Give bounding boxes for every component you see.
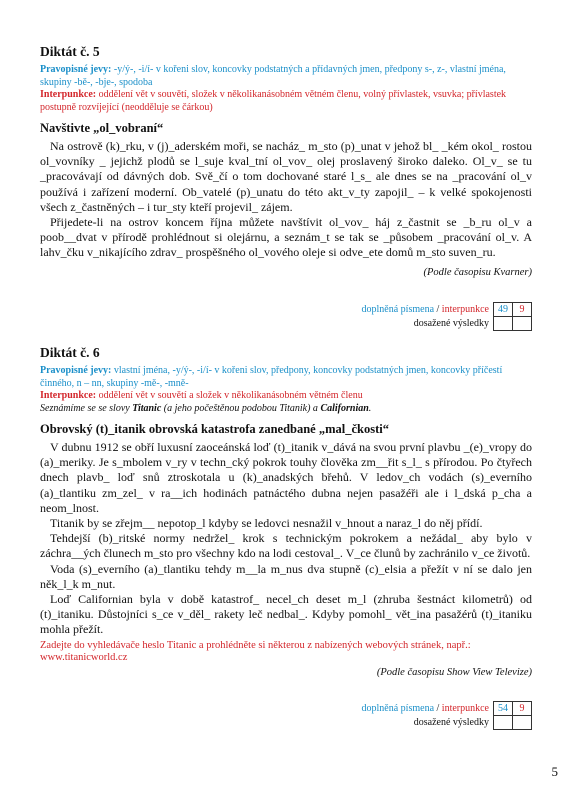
article-body bbox=[40, 139, 532, 261]
punctuation-text: oddělení vět v souvětí a složek v několikanásobném větném členu bbox=[96, 390, 363, 401]
letters-max-cell: 49 bbox=[494, 303, 513, 317]
punct-result-cell[interactable] bbox=[513, 716, 532, 730]
punctuation-label: Interpunkce: bbox=[40, 390, 97, 401]
article-source: (Podle časopisu Kvarner) bbox=[423, 266, 532, 278]
punct-result-cell[interactable] bbox=[513, 317, 532, 331]
article-title: Navštivte „ol_vobraní“ bbox=[40, 121, 164, 135]
article-paragraph: Tehdejší (b)_ritské normy nedržel_ krok s technickým pokrokem a nežádal_ aby bylo v záchra__ých člunech m_sto pro všechny kdo na lodi cestoval_. V_ce člunů by zachránilo v_ce životů. bbox=[40, 531, 532, 561]
article-paragraph: Přijedete-li na ostrov koncem října můžete navštívit ol_vov_ háj z_častnit se _b_ru ol_v a poob__dvat v přírodě prohlédnout si olejárnu, a seznám_t se tak se _působem _pracování ol_v. A lahv_čku v_nikajícího zdrav_ prospěšného ol_vového oleje si odve_ete domů m_sto suven_ru. bbox=[40, 215, 532, 260]
spelling-rules bbox=[40, 365, 532, 390]
score-label: doplněná písmena / interpunkce bbox=[361, 304, 489, 315]
dictation-5 bbox=[40, 44, 532, 329]
punctuation-label: Interpunkce: bbox=[40, 89, 97, 100]
article-title: Obrovský (t)_itanik obrovská katastrofa zanedbané „mal_čkosti“ bbox=[40, 422, 389, 436]
score-table bbox=[358, 701, 532, 730]
punctuation-text: oddělení vět v souvětí, složek v několikanásobném větném členu, volný přívlastek, vsuvka; přívlastek postupně rozvíjející (neodděluje se čárkou) bbox=[40, 89, 507, 113]
vocabulary-note: Seznámíme se se slovy Titanic (a jeho počeštěnou podobou Titanik) a Californian. bbox=[40, 402, 372, 414]
results-label: dosažené výsledky bbox=[413, 318, 489, 329]
spelling-rules bbox=[40, 64, 532, 89]
article-paragraph: V dubnu 1912 se obří luxusní zaoceánská loď (t)_itanik v_dává na svou první plavbu _(e)_vropy do (a)_meriky. Je s_mbolem v_ry v techn_cký pokrok touhy člověka zm__řit s_l_ s přírodou. Po čtyřech dnech plavb_ loď snů ztroskotala u (k)_anadských břehů. V ledov_ch vodách (s)_everního (a)_tlantiku zm_zel_ v ra__ich hodinách patnáctého dubna nejen pasažéři ale i l_dská p_cha a neom_lnost. bbox=[40, 440, 532, 515]
spelling-label: Pravopisné jevy: bbox=[40, 64, 112, 75]
web-prompt: Zadejte do vyhledávače heslo Titanic a prohlédněte si některou z nabízených webových stránek, např.: www.titanicworld.cz bbox=[40, 639, 471, 664]
punct-max-cell: 9 bbox=[513, 702, 532, 716]
article-paragraph: Titanik by se zřejm__ nepotop_l kdyby se ledovci nesnažil v_hnout a naraz_l do něj přídí. bbox=[50, 516, 483, 531]
dictation-6 bbox=[40, 345, 532, 728]
spelling-text: vlastní jména, -y/ý-, -i/í- v kořeni slov, předpony, koncovky podstatných jmen, koncovky příčestí činného, n – nn, skupiny -mě-, -mně- bbox=[40, 365, 503, 389]
dictation-title: Diktát č. 5 bbox=[40, 44, 100, 59]
article-paragraph: Loď Californian byla v době katastrof_ necel_ch deset m_l (zhruba šestnáct kilometrů) od (t)_itaniku. Důstojníci s_ce v_děl_ rakety leč nedbal_. Kdyby pomohl_ vět_ina pasažérů (t)_itaniku mohla přežít. bbox=[40, 592, 532, 637]
dictation-title: Diktát č. 6 bbox=[40, 345, 100, 360]
results-label: dosažené výsledky bbox=[413, 717, 489, 728]
article-body bbox=[40, 440, 532, 638]
punct-max-cell: 9 bbox=[513, 303, 532, 317]
punctuation-rules bbox=[40, 390, 532, 403]
article-paragraph: Na ostrově (k)_rku, v (j)_aderském moři, se nacház_ m_sto (p)_unat v jehož bl_ _kém okol_ rostou ol_vovníky _ jejichž plodů se l_suje kval_tní ol_vov_ olej proslavený široko daleko. Ol_v_ se tu _pracovávají od dávných dob. Svě_čí o tom dochované staré l_s_ ale dnes se na _pracování ol_v používá i zařízení moderní. Ob_vatelé (p)_unatu do této akt_v_ty zapojil_ – k velké spokojenosti všech z_častněných – i tur_sty kteří projevil_ zájem. bbox=[40, 139, 532, 214]
spelling-label: Pravopisné jevy: bbox=[40, 365, 112, 376]
letters-max-cell: 54 bbox=[494, 702, 513, 716]
punctuation-rules bbox=[40, 89, 532, 114]
page-number: 5 bbox=[551, 764, 558, 779]
letters-result-cell[interactable] bbox=[494, 716, 513, 730]
article-source: (Podle časopisu Show View Televize) bbox=[376, 666, 532, 678]
score-label: doplněná písmena / interpunkce bbox=[361, 703, 489, 714]
workbook-page bbox=[40, 0, 532, 800]
letters-result-cell[interactable] bbox=[494, 317, 513, 331]
spelling-text: -y/ý-, -i/í- v kořeni slov, koncovky podstatných a přídavných jmen, předpony s-, z-, vlastní jména, skupiny -bě-, -bje-, spodoba bbox=[40, 64, 506, 88]
article-paragraph: Voda (s)_everního (a)_tlantiku tehdy m__la m_nus dva stupně (c)_elsia a přežít v ní se dalo jen něk_l_k m_nut. bbox=[40, 561, 532, 591]
score-table bbox=[358, 302, 532, 331]
